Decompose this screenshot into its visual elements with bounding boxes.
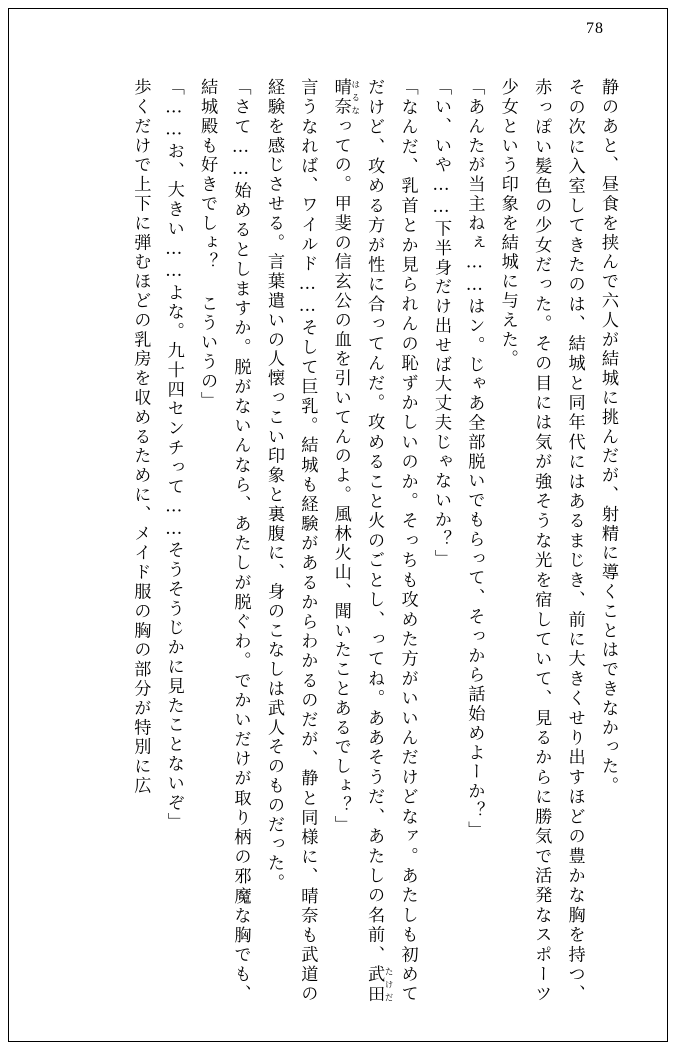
ruby-reading: たけだ bbox=[383, 964, 394, 1004]
paragraph-with-ruby: 「なんだ、乳首とか見られんの恥ずかしいのか。そっちも攻めた方がいいんだけどなァ。あたしも初めてだけど、攻める方が性に合ってんだ。攻めること火のごとし、ってね。ああそうだ、あたしの名前、武田 たけだ晴奈 はるなっての。甲斐の信玄公の血を引いてんのよ。風林火山、聞いたことあるでしょ？」 bbox=[330, 78, 418, 1004]
paragraph: 「さて……始めるとしますか。脱がないんなら、あたしが脱ぐわ。でかいだけが取り柄の邪魔な胸でも、結城殿も好きでしょ？ こういうの」 bbox=[197, 78, 251, 1004]
paragraph: 「い、いや……下半身だけ出せば大丈夫じゃないか？」 bbox=[430, 78, 451, 569]
page-number: 78 bbox=[586, 20, 604, 37]
ruby-annotation: 武田 たけだ bbox=[364, 964, 394, 1004]
paragraph: 静のあと、昼食を挟んで六人が結城に挑んだが、射精に導くことはできなかった。 bbox=[598, 78, 618, 796]
page-body-text bbox=[44, 78, 624, 1004]
paragraph: 言うなれば、ワイルド……そして巨乳。結城も経験があるからわかるのだが、静と同様に、晴奈も武道の経験を感じさせる。言葉遣いの人懐っこい印象と裏腹に、身のこなしは武人そのものだった。 bbox=[263, 78, 318, 1004]
paragraph: 「あんたが当主ねぇ……はン。じゃあ全部脱いでもらって、そっから話始めよーか？」 bbox=[464, 78, 485, 841]
ruby-reading: はるな bbox=[349, 78, 360, 117]
paragraph: その次に入室してきたのは、結城と同年代にはあるまじき、前に大きくせり出すほどの豊かな胸を持つ、赤っぽい髪色の少女だった。その目には気が強そうな光を宿していて、見るからに勝気で活発なスポーツ少女という印象を結城に与えた。 bbox=[497, 78, 585, 1004]
paragraph: 「……お、大きい……よな。九十四センチって……そうそうじかに見たことないぞ」 bbox=[163, 78, 184, 832]
ruby-annotation: 晴奈 はるな bbox=[330, 78, 360, 117]
paragraph: 歩くだけで上下に弾むほどの乳房を収めるために、メイド服の胸の部分が特別に広 bbox=[130, 78, 151, 796]
